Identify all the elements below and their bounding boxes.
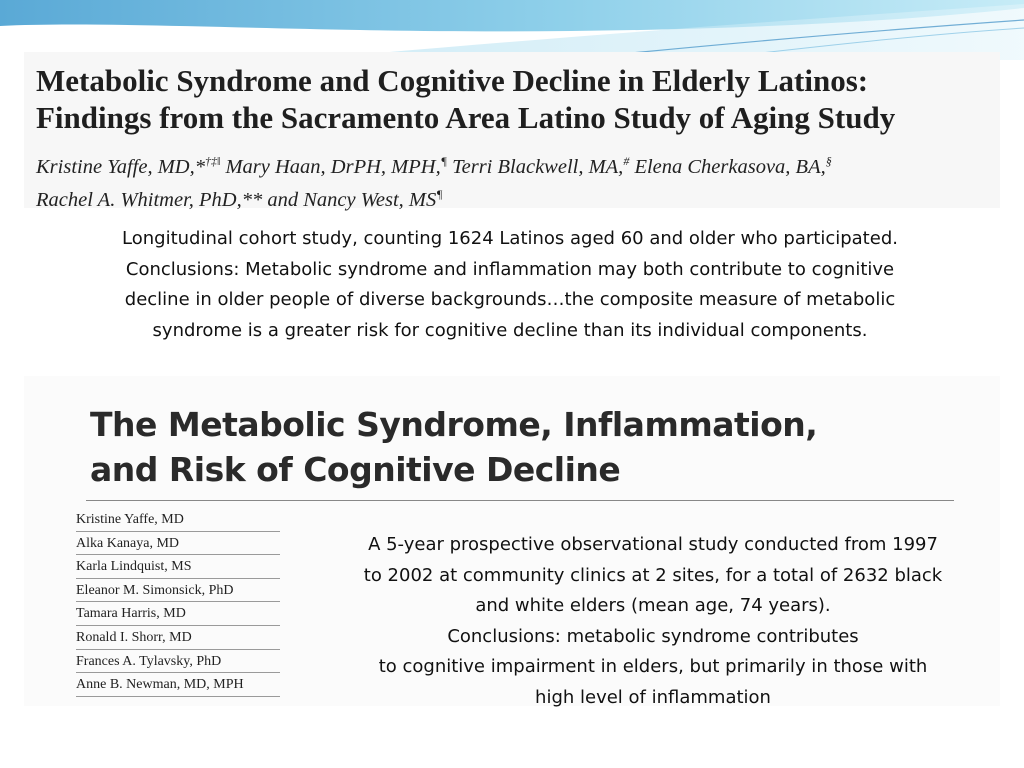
summary2-text — [318, 530, 988, 714]
author-list-item: Eleanor M. Simonsick, PhD — [76, 579, 280, 603]
author-text: Rachel A. Whitmer, PhD,** and Nancy West, MS — [36, 188, 437, 211]
paper2-title — [90, 402, 930, 492]
affiliation-mark: # — [623, 154, 630, 168]
author-list-item: Tamara Harris, MD — [76, 602, 280, 626]
affiliation-mark: § — [825, 154, 832, 168]
header-wave-decoration — [0, 0, 1024, 60]
summary2-line: and white elders (mean age, 74 years). — [475, 595, 831, 617]
paper2-title-line: and Risk of Cognitive Decline — [90, 450, 621, 489]
summary1-line: Conclusions: Metabolic syndrome and inflammation may both contribute to cognitive — [125, 258, 895, 280]
summary1-text — [40, 224, 980, 346]
paper2-title-line: The Metabolic Syndrome, Inflammation, — [90, 405, 818, 444]
affiliation-mark: ¶ — [440, 154, 447, 168]
author-list-item: Kristine Yaffe, MD — [76, 508, 280, 532]
paper1-title-line: Findings from the Sacramento Area Latino Study of Aging Study — [36, 100, 896, 135]
summary1-line: decline in older people of diverse backgrounds…the composite measure of metabolic — [124, 289, 896, 311]
summary2-line: high level of inflammation — [535, 686, 771, 708]
author-list-item: Ronald I. Shorr, MD — [76, 626, 280, 650]
summary2-line: A 5-year prospective observational study conducted from 1997 — [368, 534, 938, 555]
author-text: Elena Cherkasova, BA, — [629, 155, 826, 178]
affiliation-mark: ¶ — [436, 186, 443, 201]
author-list-item: Karla Lindquist, MS — [76, 555, 280, 579]
paper1-title-line: Metabolic Syndrome and Cognitive Decline in Elderly Latinos: — [36, 63, 869, 98]
author-list-item: Alka Kanaya, MD — [76, 532, 280, 556]
paper1-authors — [36, 148, 996, 214]
summary2-line: Conclusions: metabolic syndrome contributes — [447, 625, 859, 647]
summary2-line: to cognitive impairment in elders, but primarily in those with — [378, 656, 928, 678]
author-list-item: Anne B. Newman, MD, MPH — [76, 673, 280, 697]
paper1-title — [36, 62, 996, 136]
paper1-authors-line — [36, 181, 996, 214]
author-text: Kristine Yaffe, MD,* — [36, 155, 205, 178]
paper2-author-list — [76, 508, 280, 697]
affiliation-mark: †‡‖ — [204, 154, 221, 168]
paper1-header-image — [24, 52, 1000, 211]
author-text: Terri Blackwell, MA, — [446, 155, 624, 178]
author-list-item: Frances A. Tylavsky, PhD — [76, 650, 280, 674]
summary2-line: to 2002 at community clinics at 2 sites, for a total of 2632 black — [363, 564, 943, 586]
summary1-line: syndrome is a greater risk for cognitive decline than its individual components. — [152, 319, 868, 341]
summary1-line: Longitudinal cohort study, counting 1624 Latinos aged 60 and older who participated. — [122, 228, 898, 249]
author-text: Mary Haan, DrPH, MPH, — [220, 155, 441, 178]
title-divider — [86, 500, 954, 501]
paper1-authors-line — [36, 148, 996, 181]
